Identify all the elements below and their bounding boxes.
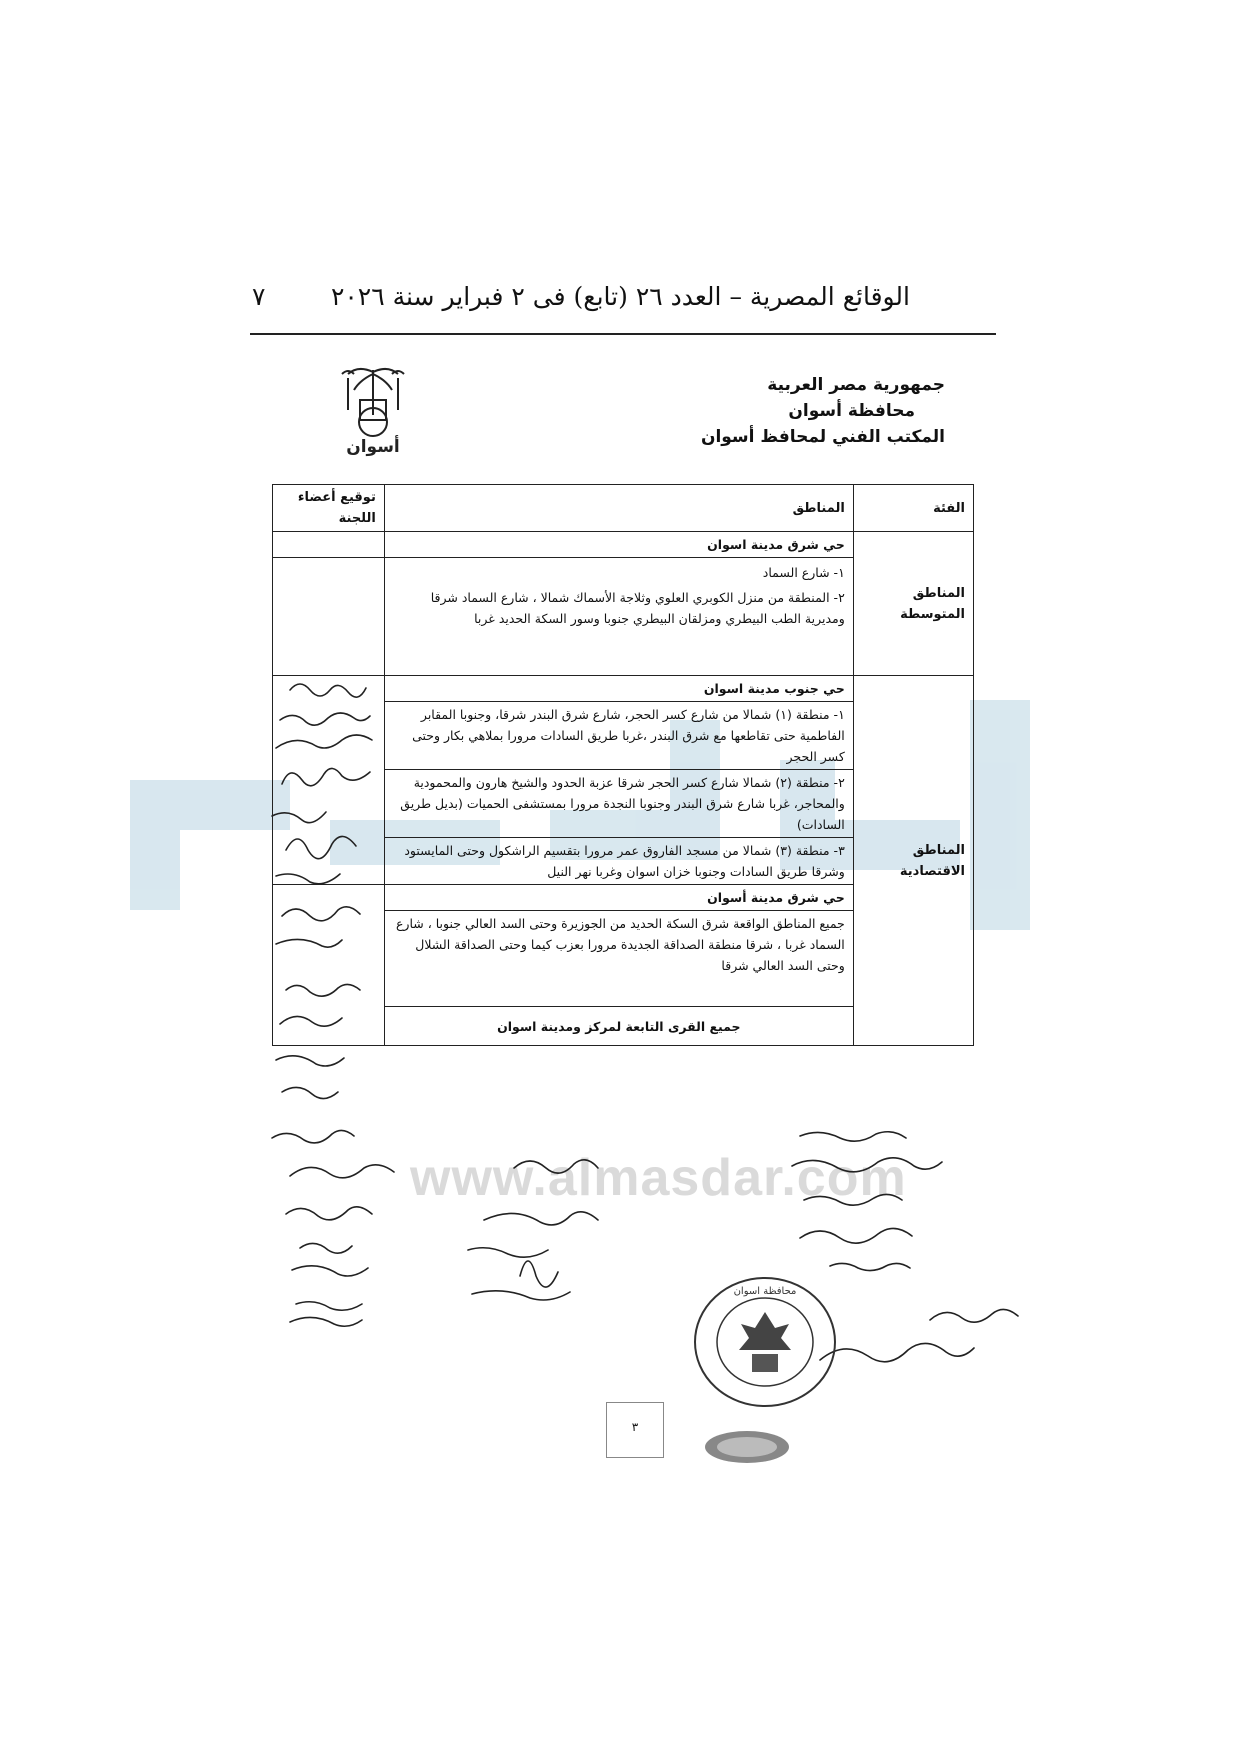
district-heading: حي جنوب مدينة اسوان xyxy=(384,676,853,702)
watermark-url: www.almasdar.com xyxy=(410,1149,907,1207)
zones-table xyxy=(272,484,974,1046)
list-item: ١- شارع السماد xyxy=(762,565,845,580)
list-item: ١- منطقة (١) شمالا من شارع كسر الحجر، شارع شرق البندر شرقا، وجنوبا المقابر الفاطمية حتى تقاطعها مع شرق البندر ،غربا طريق السادات مرورا بملاهي بكار وحتى كسر الحجر xyxy=(384,702,853,770)
table-row xyxy=(273,532,974,558)
letterhead xyxy=(701,372,945,450)
page-box xyxy=(606,1402,664,1458)
list-item: ٣- منطقة (٣) شمالا من مسجد الفاروق عمر مرورا بتقسيم الراشكول وحتى المايستود وشرقا طريق السادات وجنوبا خزان اسوان وغربا نهر النيل xyxy=(384,838,853,885)
signature-cell xyxy=(273,676,385,885)
seal-text: محافظة اسوان xyxy=(733,1286,797,1297)
gazette-header xyxy=(250,282,910,322)
all-villages-row: جميع القرى التابعة لمركز ومدينة اسوان xyxy=(384,1007,853,1046)
gazette-title: الوقائع المصرية – العدد ٢٦ (تابع) فى ٢ فبراير سنة ٢٠٢٦ xyxy=(330,282,910,311)
logo-text: أسوان xyxy=(346,437,400,457)
signature-cell xyxy=(273,558,385,676)
table-row xyxy=(273,676,974,702)
letterhead-country: جمهورية مصر العربية xyxy=(767,375,945,395)
header-category: الفئة xyxy=(853,485,973,532)
header-areas: المناطق xyxy=(384,485,853,532)
district-heading: حي شرق مدينة اسوان xyxy=(384,532,853,558)
box-number: ٣ xyxy=(631,1420,639,1434)
signature-cell xyxy=(273,885,385,1046)
aswan-logo xyxy=(318,360,428,460)
list-item: ٢- المنطقة من منزل الكوبري العلوي وثلاجة الأسماك شمالا ، شارع السماد شرقا ومديرية الطب البيطري ومزلقان البيطري جنوبا وسور السكة الحديد غربا xyxy=(430,590,845,626)
areas-cell xyxy=(384,558,853,676)
official-seal xyxy=(690,1272,840,1412)
category-cell: المناطق الاقتصادية xyxy=(853,676,973,1046)
page-number: ٧ xyxy=(252,282,266,311)
header-signatures: توقيع أعضاء اللجنة xyxy=(273,485,385,532)
letterhead-office: المكتب الفني لمحافظ أسوان xyxy=(700,427,945,447)
district-heading: حي شرق مدينة أسوان xyxy=(384,885,853,911)
category-cell: المناطق المتوسطة xyxy=(853,532,973,676)
list-item: ٢- منطقة (٢) شمالا شارع كسر الحجر شرقا عزبة الحدود والشيخ هارون والمحمودية والمحاجر، غربا شارع شرق البندر وجنوبا النجدة مرورا بمستشفى الحميات (بديل طريق السادات) xyxy=(384,770,853,838)
table-header-row xyxy=(273,485,974,532)
signature-cell xyxy=(273,532,385,558)
header-rule xyxy=(250,333,996,335)
letterhead-governorate: محافظة أسوان xyxy=(788,401,915,421)
footer-stamp xyxy=(702,1428,792,1466)
list-item: جميع المناطق الواقعة شرق السكة الحديد من الجوزيرة وحتى السد العالي جنوبا ، شارع السماد غربا ، شرقا منطقة الصداقة الجديدة مرورا بعزب كيما وحتى الصداقة الشلال وحتى السد العالي شرقا xyxy=(384,911,853,1007)
